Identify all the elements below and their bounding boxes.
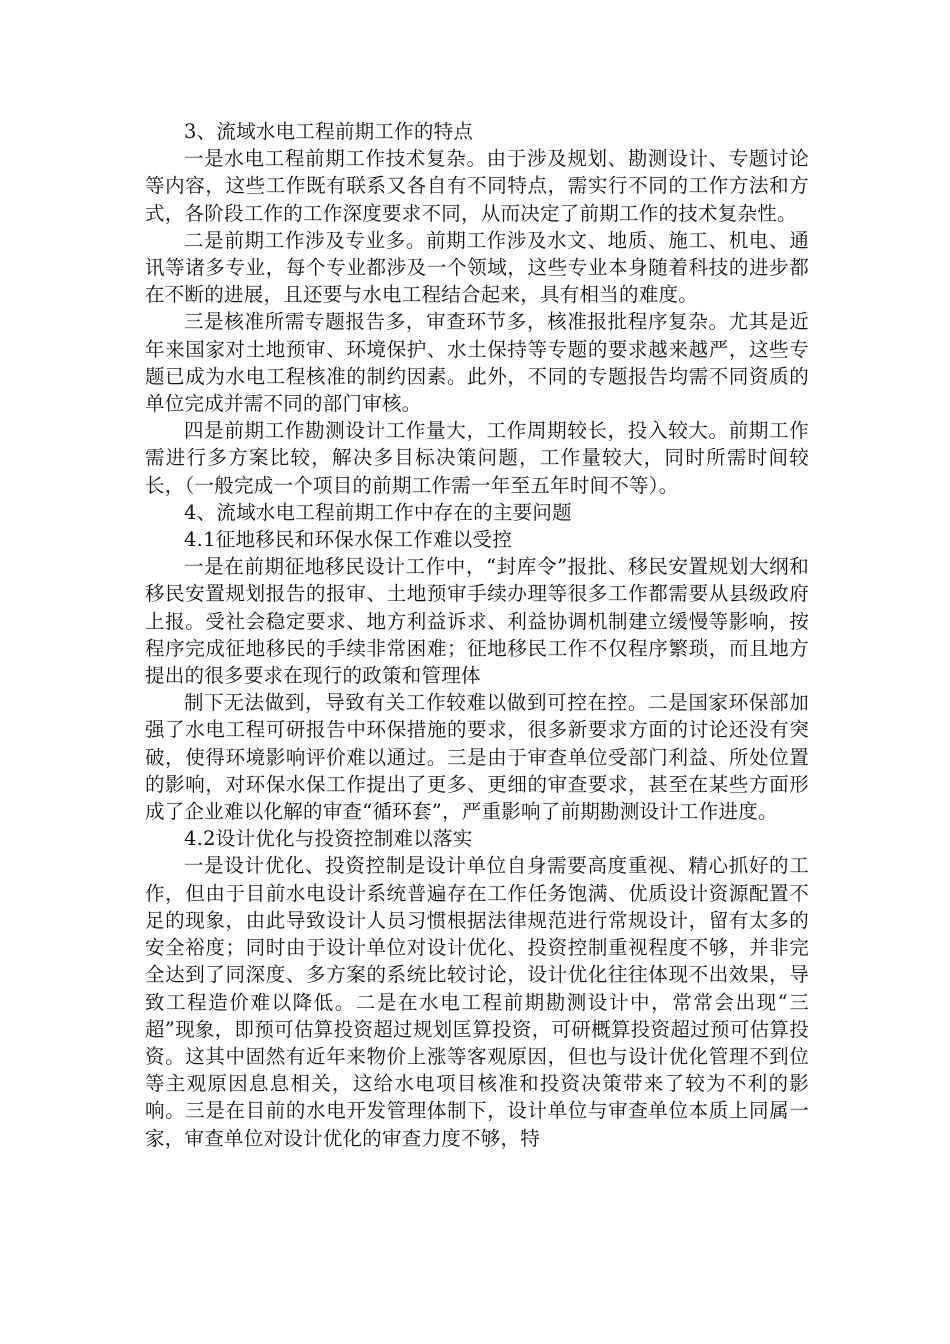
paragraph-many-disciplines: 二是前期工作涉及专业多。前期工作涉及水文、地质、施工、机电、通讯等诸多专业，每个专业都涉及一个领域，这些专业本身随着科技的进步都在不断的进展，且还要与水电工程结合起来，具有相当的难度。 <box>145 228 809 307</box>
paragraph-approval-reports: 三是核准所需专题报告多，审查环节多，核准报批程序复杂。尤其是近年来国家对土地预审、环境保护、水土保持等专题的要求越来越严，这些专题已成为水电工程核准的制约因素。此外，不同的专题报告均需不同资质的单位完成并需不同的部门审核。 <box>145 310 809 416</box>
subsection-heading-4-2: 4.2设计优化与投资控制难以落实 <box>184 827 473 851</box>
paragraph-design-optimization: 一是设计优化、投资控制是设计单位自身需要高度重视、精心抓好的工作，但由于目前水电设计系统普遍存在工作任务饱满、优质设计资源配置不足的现象，由此导致设计人员习惯根据法律规范进行常规设计，留有太多的安全裕度；同时由于设计单位对设计优化、投资控制重视程度不够，并非完全达到了同深度、多方案的系统比较讨论，设计优化往往体现不出效果，导致工程造价难以降低。二是在水电工程前期勘测设计中，常常会出现“三超”现象，即预可估算投资超过规划匡算投资，可研概算投资超过预可估算投资。这其中固然有近年来物价上涨等客观原因，但也与设计优化管理不到位等主观原因息息相关，这给水电项目核准和投资决策带来了较为不利的影响。三是在目前的水电开发管理体制下，设计单位与审查单位本质上同属一家，审查单位对设计优化的审查力度不够，特 <box>145 854 809 1150</box>
paragraph-tech-complexity: 一是水电工程前期工作技术复杂。由于涉及规划、勘测设计、专题讨论等内容，这些工作既有联系又各自有不同特点，需实行不同的工作方法和方式，各阶段工作的工作深度要求不同，从而决定了前期工作的技术复杂性。 <box>145 147 809 225</box>
subsection-heading-4-1: 4.1征地移民和环保水保工作难以受控 <box>184 528 513 552</box>
paragraph-land-resettlement: 一是在前期征地移民设计工作中，“封库令”报批、移民安置规划大纲和移民安置规划报告的报审、土地预审手续办理等很多工作都需要从县级政府上报。受社会稳定要求、地方利益诉求、利益协调机制建立缓慢等影响，按程序完成征地移民的手续非常困难；征地移民工作不仅程序繁琐，而且地方提出的很多要求在现行的政策和管理体 <box>145 555 809 688</box>
section-heading-3: 3、流域水电工程前期工作的特点 <box>184 120 474 143</box>
paragraph-environmental: 制下无法做到，导致有关工作较难以做到可控在控。二是国家环保部加强了水电工程可研报告中环保措施的要求，很多新要求方面的讨论还没有突破，使得环境影响评价难以通过。三是由于审查单位受部门利益、所处位置的影响，对环保水保工作提出了更多、更细的审查要求，甚至在某些方面形成了企业难以化解的审查“循环套”，严重影响了前期勘测设计工作进度。 <box>145 691 809 824</box>
section-heading-4: 4、流域水电工程前期工作中存在的主要问题 <box>184 500 572 524</box>
paragraph-workload: 四是前期工作勘测设计工作量大，工作周期较长，投入较大。前期工作需进行多方案比较，解决多目标决策问题，工作量较大，同时所需时间较长，（一般完成一个项目的前期工作需一年至五年时间不等）。 <box>145 419 809 497</box>
document-body <box>145 118 809 1152</box>
